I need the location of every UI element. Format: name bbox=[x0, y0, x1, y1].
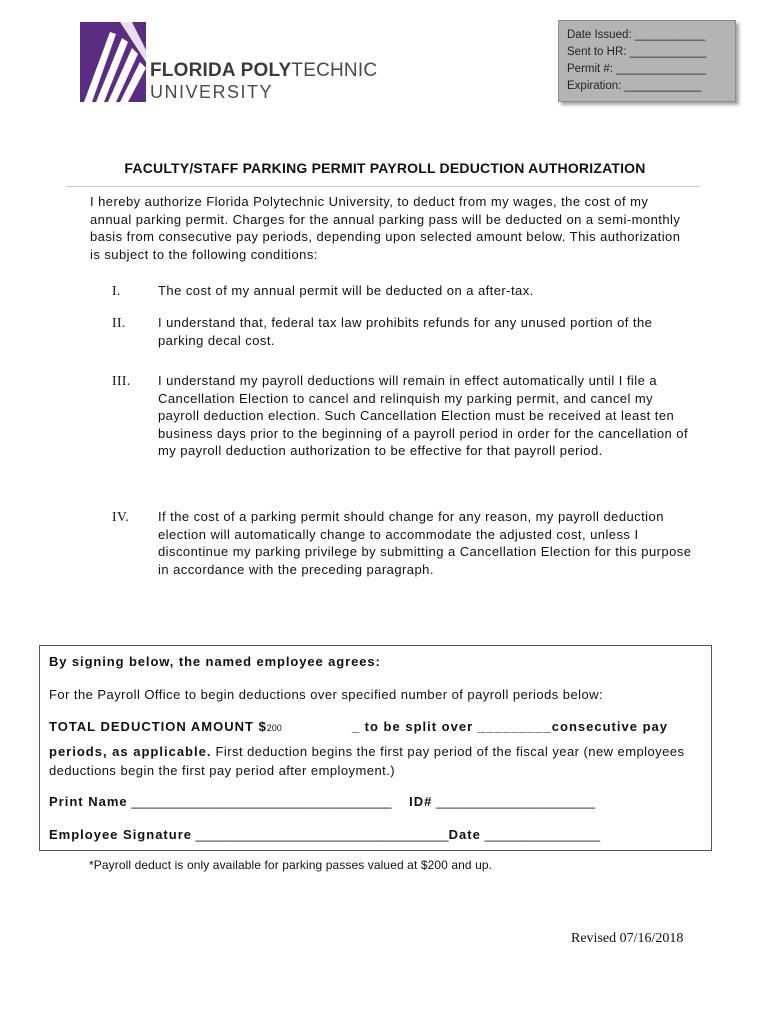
condition-number: I. bbox=[112, 283, 121, 298]
logo-name: FLORIDA POLYTECHNIC bbox=[150, 60, 378, 81]
split-periods-field[interactable]: _ to be split over _________consecutive pay bbox=[351, 719, 668, 734]
total-deduction-label: TOTAL DEDUCTION AMOUNT $ bbox=[49, 719, 267, 734]
revision-date: Revised 07/16/2018 bbox=[571, 931, 684, 946]
total-deduction-line bbox=[49, 719, 668, 734]
date-field[interactable]: ________________ bbox=[480, 827, 601, 842]
condition-number: IV. bbox=[112, 509, 130, 524]
university-logo bbox=[80, 22, 380, 106]
id-field[interactable]: ______________________ bbox=[432, 794, 596, 809]
footnote: *Payroll deduct is only available for parking passes valued at $200 and up. bbox=[89, 858, 493, 872]
expiration-field[interactable]: Expiration: ____________ bbox=[567, 80, 702, 92]
office-use-box bbox=[558, 20, 736, 102]
signature-section bbox=[39, 645, 712, 851]
condition-text: The cost of my annual permit will be deducted on a after-tax. bbox=[158, 283, 534, 298]
condition-number: II. bbox=[112, 315, 126, 330]
title-divider bbox=[66, 186, 699, 187]
signature-line bbox=[49, 827, 600, 842]
date-label: Date bbox=[448, 827, 481, 842]
intro-paragraph: I hereby authorize Florida Polytechnic University, to deduct from my wages, the cost of my annual parking permit. Charges for the annual parking pass will be deducted on a semi-monthly basis from consecutive pay periods, depending upon selected amount below. This authorization is subject to the following conditions: bbox=[90, 194, 681, 262]
condition-text: I understand my payroll deductions will remain in effect automatically until I file a Cancellation Election to cancel and relinquish my parking permit, and cancel my payroll deduction election. Such Cancellation Election must be received at least ten business days prior to the beginning of a payroll period in order for the cancellation of my payroll deduction authorization to be effective for that payroll period. bbox=[158, 373, 689, 458]
condition-text: I understand that, federal tax law prohibits refunds for any unused portion of the parking decal cost. bbox=[158, 315, 653, 348]
date-issued-field[interactable]: Date Issued: ___________ bbox=[567, 29, 706, 41]
signature-heading: By signing below, the named employee agrees: bbox=[49, 654, 381, 669]
signature-field[interactable]: ___________________________________ bbox=[191, 827, 449, 842]
total-amount-field[interactable]: 200 bbox=[266, 723, 282, 733]
permit-number-field[interactable]: Permit #: ______________ bbox=[567, 63, 706, 75]
logo-mark-icon bbox=[80, 22, 146, 106]
print-name-field[interactable]: ____________________________________ bbox=[127, 794, 396, 809]
condition-text: If the cost of a parking permit should change for any reason, my payroll deduction election will automatically change to accommodate the adjusted cost, unless I discontinue my parking privilege by submitting a Cancellation Election for this purpose in accordance with the preceding paragraph. bbox=[158, 509, 692, 577]
sent-to-hr-field[interactable]: Sent to HR: ____________ bbox=[567, 46, 707, 58]
logo-subname: UNIVERSITY bbox=[150, 82, 274, 102]
payroll-instruction: For the Payroll Office to begin deductions over specified number of payroll periods below: bbox=[49, 687, 604, 702]
id-label: ID# bbox=[409, 794, 433, 809]
print-name-line bbox=[49, 794, 595, 809]
periods-text: periods, as applicable. First deduction begins the first pay period of the fiscal year (new employees deductions begin the first pay period after employment.) bbox=[49, 744, 685, 778]
print-name-label: Print Name bbox=[49, 794, 128, 809]
document-title: FACULTY/STAFF PARKING PERMIT PAYROLL DEDUCTION AUTHORIZATION bbox=[124, 160, 646, 176]
signature-label: Employee Signature bbox=[49, 827, 192, 842]
condition-number: III. bbox=[112, 373, 131, 388]
